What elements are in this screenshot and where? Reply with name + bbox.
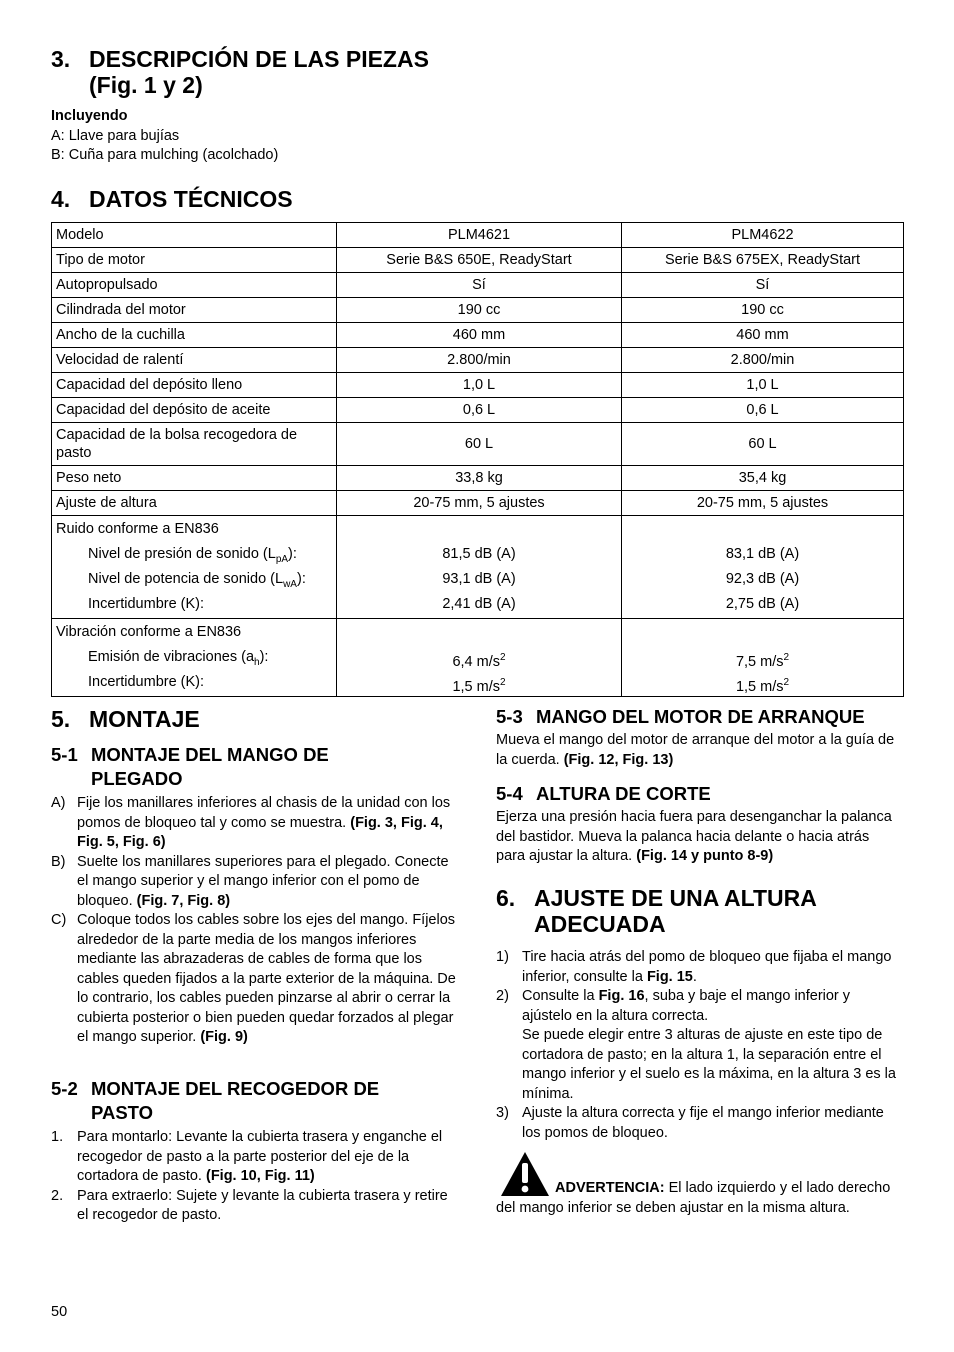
list-item <box>51 911 456 1048</box>
label-text: Nivel de potencia de sonido (L <box>88 571 284 587</box>
subsection-5-1-heading <box>51 743 461 791</box>
figure-reference: (Fig. 12, Fig. 13) <box>563 751 674 768</box>
list-text: Para montarlo: Levante la cubierta trasera y enganche el recogedor de pasto a la parte posterior del eje de la cortadora de pasto. <box>77 1129 443 1184</box>
section-4-heading <box>51 186 293 212</box>
list-marker: C) <box>51 912 67 928</box>
page-number: 50 <box>51 1304 68 1320</box>
table-cell: Capacidad del depósito lleno <box>52 373 337 398</box>
subsection-title-line2: PASTO <box>91 1102 154 1123</box>
subsection-title: ALTURA DE CORTE <box>536 783 711 804</box>
table-cell: 0,6 L <box>337 398 622 423</box>
table-cell <box>337 619 622 697</box>
list-text: Fije los manillares inferiores al chasis de la unidad con los pomos de bloqueo tal y como se muestra. <box>77 795 451 831</box>
table-row <box>52 248 904 273</box>
table-cell: Sí <box>622 273 904 298</box>
figure-reference: (Fig. 9) <box>200 1029 248 1045</box>
value: 2,75 dB (A) <box>725 596 800 612</box>
including-label: Incluyendo <box>51 108 128 124</box>
list-item <box>51 1187 456 1226</box>
section-4-title: DATOS TÉCNICOS <box>89 186 293 212</box>
value <box>341 670 617 695</box>
table-cell <box>622 516 904 619</box>
table-cell: 2.800/min <box>337 348 622 373</box>
unit-superscript: 2 <box>499 677 506 688</box>
list-text: Consulte la <box>522 988 599 1004</box>
value: 92,3 dB (A) <box>725 571 800 587</box>
list-text: . <box>692 968 697 985</box>
list-text: Tire hacia atrás del pomo de bloqueo que fijaba el mango inferior, consulte la <box>522 949 892 985</box>
subsection-title-line2: PLEGADO <box>91 768 183 789</box>
table-cell: Capacidad del depósito de aceite <box>52 398 337 423</box>
table-cell: 35,4 kg <box>622 466 904 491</box>
value <box>626 670 899 695</box>
technical-data-table <box>51 222 904 697</box>
section-3-title-line2: (Fig. 1 y 2) <box>89 72 203 98</box>
subsection-5-2-heading <box>51 1077 461 1125</box>
list-marker: 2. <box>51 1187 64 1204</box>
vibration-emission-label <box>56 645 332 670</box>
subsection-5-3-heading <box>496 705 916 729</box>
table-cell: 20-75 mm, 5 ajustes <box>622 491 904 516</box>
figure-reference: (Fig. 3, Fig. 4, Fig. 5, Fig. 6) <box>77 814 443 850</box>
table-cell: 190 cc <box>337 298 622 323</box>
list-marker: 1. <box>51 1129 64 1145</box>
table-cell: Cilindrada del motor <box>52 298 337 323</box>
sound-power-label <box>56 567 332 592</box>
label-text: Nivel de presión de sonido (L <box>88 546 276 562</box>
table-cell: Serie B&S 675EX, ReadyStart <box>622 248 904 273</box>
value-text: 7,5 m/s <box>735 653 784 670</box>
subsection-title: MONTAJE DEL RECOGEDOR DE <box>91 1078 380 1099</box>
table-cell: 33,8 kg <box>337 466 622 491</box>
paragraph-text: Mueva el mango del motor de arranque del motor a la guía de la cuerda. <box>496 732 895 768</box>
list-marker: B) <box>51 853 66 870</box>
section-6-body <box>496 948 901 1143</box>
unit-superscript: 2 <box>783 652 790 663</box>
table-cell: Tipo de motor <box>52 248 337 273</box>
warning-label: ADVERTENCIA: <box>555 1180 665 1196</box>
table-row <box>52 323 904 348</box>
figure-reference: Fig. 15 <box>646 968 693 985</box>
value: 93,1 dB (A) <box>442 571 516 587</box>
value: 83,1 dB (A) <box>725 546 800 562</box>
table-cell: PLM4621 <box>337 223 622 248</box>
table-row <box>52 298 904 323</box>
table-cell <box>622 619 904 697</box>
figure-reference: (Fig. 14 y punto 8-9) <box>636 848 774 864</box>
table-cell: Velocidad de ralentí <box>52 348 337 373</box>
list-text: Ajuste la altura correcta y fije el mango inferior mediante los pomos de bloqueo. <box>522 1105 884 1141</box>
list-text: Suelte los manillares superiores para el plegado. Conecte el mango superior y el mango inferior con el pomo de bloqueo. <box>77 853 449 909</box>
list-text: Para extraerlo: Sujete y levante la cubierta trasera y retire el recogedor de pasto. <box>77 1187 448 1223</box>
table-cell: 60 L <box>337 423 622 466</box>
table-cell: Modelo <box>52 223 337 248</box>
list-item <box>496 948 901 987</box>
list-text: Coloque todos los cables sobre los ejes del mango. Fíjelos alrededor de la parte media de los mangos inferiores mediante las abrazaderas de cables de forma que los cables queden fijados a la parte exterior de la máquina. De lo contrario, los cables pueden pinzarse al abrir o cerrar la cubierta posterior o bien pueden quedar forzados al plegar el mango superior. <box>77 912 456 1045</box>
noise-title: Ruido conforme a EN836 <box>56 521 219 537</box>
subsection-5-4-heading <box>496 782 916 806</box>
table-row <box>52 423 904 466</box>
uncertainty-label: Incertidumbre (K): <box>88 674 205 690</box>
table-cell: 20-75 mm, 5 ajustes <box>337 491 622 516</box>
value-text: 1,5 m/s <box>452 678 500 695</box>
noise-row <box>52 516 904 619</box>
subsection-5-1-body <box>51 794 456 1048</box>
table-cell: 1,0 L <box>337 373 622 398</box>
label-text: ): <box>288 546 297 562</box>
subsection-5-2-body <box>51 1128 456 1226</box>
section-5-heading <box>51 706 200 732</box>
table-cell <box>337 516 622 619</box>
list-text: , suba y baje el mango inferior y ajústelo en la altura correcta. <box>522 988 851 1024</box>
table-cell: Serie B&S 650E, ReadyStart <box>337 248 622 273</box>
list-marker: 2) <box>496 988 509 1004</box>
table-row <box>52 273 904 298</box>
section-5-number: 5. <box>51 706 71 732</box>
value: 2,41 dB (A) <box>442 596 516 612</box>
unit-superscript: 2 <box>499 652 506 663</box>
sound-pressure-label <box>56 542 332 567</box>
value-text: 1,5 m/s <box>735 678 784 695</box>
table-cell: Ajuste de altura <box>52 491 337 516</box>
subsection-title: MANGO DEL MOTOR DE ARRANQUE <box>536 706 865 727</box>
label-subscript: pA <box>275 553 289 565</box>
section-3-heading <box>51 46 551 98</box>
label-text: Emisión de vibraciones (a <box>88 649 255 665</box>
table-row <box>52 373 904 398</box>
list-marker: A) <box>51 795 66 811</box>
list-item <box>496 1104 901 1143</box>
table-cell: Sí <box>337 273 622 298</box>
value <box>626 645 899 670</box>
label-subscript: wA <box>283 578 297 590</box>
label-text: ): <box>296 571 306 587</box>
list-item <box>51 1128 456 1187</box>
list-text-extra: Se puede elegir entre 3 alturas de ajuste en este tipo de cortadora de pasto; en la altura 1, la separación entre el mango inferior y el suelo es la máxima, en la altura 3 es la mínima. <box>522 1027 896 1102</box>
table-cell: 1,0 L <box>622 373 904 398</box>
subsection-5-3-body <box>496 731 896 770</box>
section-3-number: 3. <box>51 46 71 72</box>
vibration-title: Vibración conforme a EN836 <box>56 624 242 640</box>
table-row <box>52 348 904 373</box>
section-3-title: DESCRIPCIÓN DE LAS PIEZAS <box>89 46 429 72</box>
subsection-title: MONTAJE DEL MANGO DE <box>91 744 329 765</box>
section-6-number: 6. <box>496 885 516 911</box>
unit-superscript: 2 <box>783 677 790 688</box>
table-cell: Autopropulsado <box>52 273 337 298</box>
subsection-number: 5-2 <box>51 1078 78 1099</box>
paragraph-text: Ejerza una presión hacia fuera para desenganchar la palanca del bastidor. Mueva la palanca hacia delante o hacia atrás para ajustar la altura. <box>496 809 892 864</box>
table-cell: Capacidad de la bolsa recogedora de pasto <box>52 423 337 466</box>
figure-reference: (Fig. 7, Fig. 8) <box>136 892 231 909</box>
section-3-contents <box>51 107 278 166</box>
figure-reference: Fig. 16 <box>598 988 645 1004</box>
figure-reference: (Fig. 10, Fig. 11) <box>205 1168 315 1184</box>
table-cell: Ancho de la cuchilla <box>52 323 337 348</box>
table-cell: 60 L <box>622 423 904 466</box>
warning-text <box>496 1179 901 1218</box>
section-5-title: MONTAJE <box>89 706 200 732</box>
subsection-number: 5-4 <box>496 783 523 804</box>
table-cell: 190 cc <box>622 298 904 323</box>
value-text: 6,4 m/s <box>452 653 500 670</box>
list-item <box>496 987 901 1104</box>
table-cell: Peso neto <box>52 466 337 491</box>
value <box>341 645 617 670</box>
subsection-5-4-body <box>496 808 901 867</box>
included-item: B: Cuña para mulching (acolchado) <box>51 147 279 163</box>
list-item <box>51 853 456 912</box>
table-row <box>52 491 904 516</box>
list-marker: 3) <box>496 1105 509 1121</box>
list-marker: 1) <box>496 949 509 965</box>
table-cell <box>52 619 337 697</box>
table-cell: 460 mm <box>622 323 904 348</box>
section-6-title: AJUSTE DE UNA ALTURA <box>534 885 817 911</box>
table-cell <box>52 516 337 619</box>
uncertainty-label: Incertidumbre (K): <box>88 596 205 612</box>
table-cell: PLM4622 <box>622 223 904 248</box>
table-row <box>52 398 904 423</box>
table-cell: 0,6 L <box>622 398 904 423</box>
list-item <box>51 794 456 853</box>
table-cell: 460 mm <box>337 323 622 348</box>
table-header-row <box>52 223 904 248</box>
warning-body: El lado izquierdo y el lado derecho del mango inferior se deben ajustar en la misma altura. <box>496 1180 891 1216</box>
vibration-row <box>52 619 904 697</box>
value: 81,5 dB (A) <box>442 546 516 562</box>
label-subscript: h <box>254 656 260 668</box>
section-6-heading <box>496 885 916 937</box>
subsection-number: 5-1 <box>51 744 78 765</box>
included-item: A: Llave para bujías <box>51 127 180 144</box>
subsection-number: 5-3 <box>496 706 523 727</box>
label-text: ): <box>259 649 269 665</box>
table-cell: 2.800/min <box>622 348 904 373</box>
section-6-title-line2: ADECUADA <box>534 911 666 937</box>
section-4-number: 4. <box>51 186 71 212</box>
table-row <box>52 466 904 491</box>
